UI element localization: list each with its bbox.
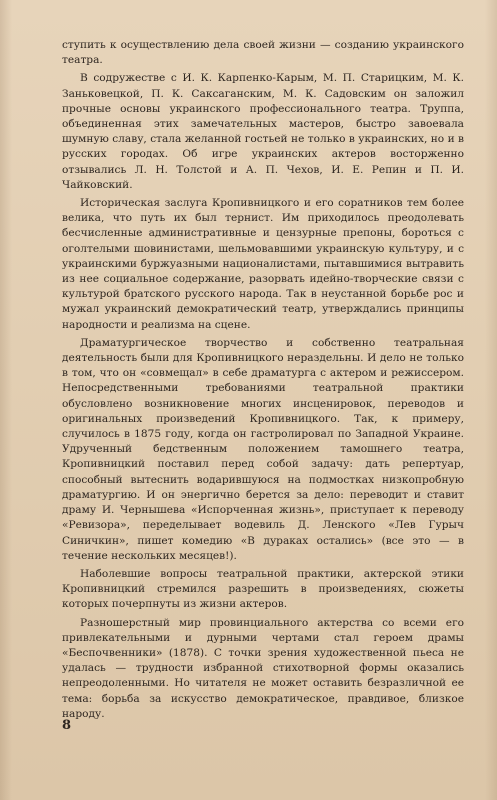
- paragraph: Историческая заслуга Кропивницкого и его соратников тем более велика, что путь их был тернист. Им приходилось преодолевать бесчисленные административные и цензурные препоны, бороться с оголтелыми шовинистами, шельмовавшими украинскую культуру, и с украинскими буржуазными националистами, пытавшимися вытравить из нее социальное содержание, разорвать идейно-творческие связи с культурой братского русского народа. Так в неустанной борьбе рос и мужал украинский демократический театр, утверждались принципы народности и реализма на сцене.: [62, 197, 464, 331]
- paragraph: Драматургическое творчество и собственно театральная деятельность были для Кропивницкого нераздельны. И дело не только в том, что он «совмещал» в себе драматурга с актером и режиссером. Непосредственными требованиями театральной практики обусловлено возникновение многих инсценировок, переводов и оригинальных произведений Кропивницкого. Так, к примеру, случилось в 1875 году, когда он гастролировал по Западной Украине. Удрученный бедственным положением тамошнего театра, Кропивницкий поставил перед собой задачу: дать репертуар, способный вытеснить водарившуюся на подмостках низкопробную драматургию. И он энергично берется за дело: переводит и ставит драму И. Чернышева «Испорченная жизнь», приступает к переводу «Ревизора», переделывает водевиль Д. Ленского «Лев Гурыч Синичкин», пишет комедию «В дураках остались» (все это — в течение нескольких месяцев!).: [62, 336, 464, 562]
- body-text: [62, 38, 464, 725]
- paragraph: Наболевшие вопросы театральной практики, актерской этики Кропивницкий стремился разрешить в произведениях, сюжеты которых почерпнуты из жизни актеров.: [62, 567, 464, 611]
- page-edge-shadow-left: [0, 0, 12, 800]
- paragraph-continued: ступить к осуществлению дела своей жизни — созданию украинского театра.: [62, 39, 464, 67]
- paragraph: В содружестве с И. К. Карпенко-Карым, М. П. Старицким, М. К. Заньковецкой, П. К. Саксаганским, М. К. Садовским он заложил прочные основы украинского профессионального театра. Труппа, объединенная этих замечательных мастеров, быстро завоевала шумную славу, стала желанной гостьей не только в украинских, но и в русских городах. Об игре украинских актеров восторженно отзывались Л. Н. Толстой и А. П. Чехов, И. Е. Репин и П. И. Чайковский.: [62, 72, 464, 191]
- page-number: 8: [62, 718, 72, 733]
- paragraph: Разношерстный мир провинциального актерства со всеми его привлекательными и дурными чертами стал героем драмы «Беспочвенники» (1878). С точки зрения художественной пьеса не удалась — трудности избранной стихотворной формы оказались непреодоленными. Но читателя не может оставить безразличной ее тема: борьба за искусство демократическое, правдивое, близкое народу.: [62, 616, 464, 720]
- page-edge-shadow-right: [485, 0, 497, 800]
